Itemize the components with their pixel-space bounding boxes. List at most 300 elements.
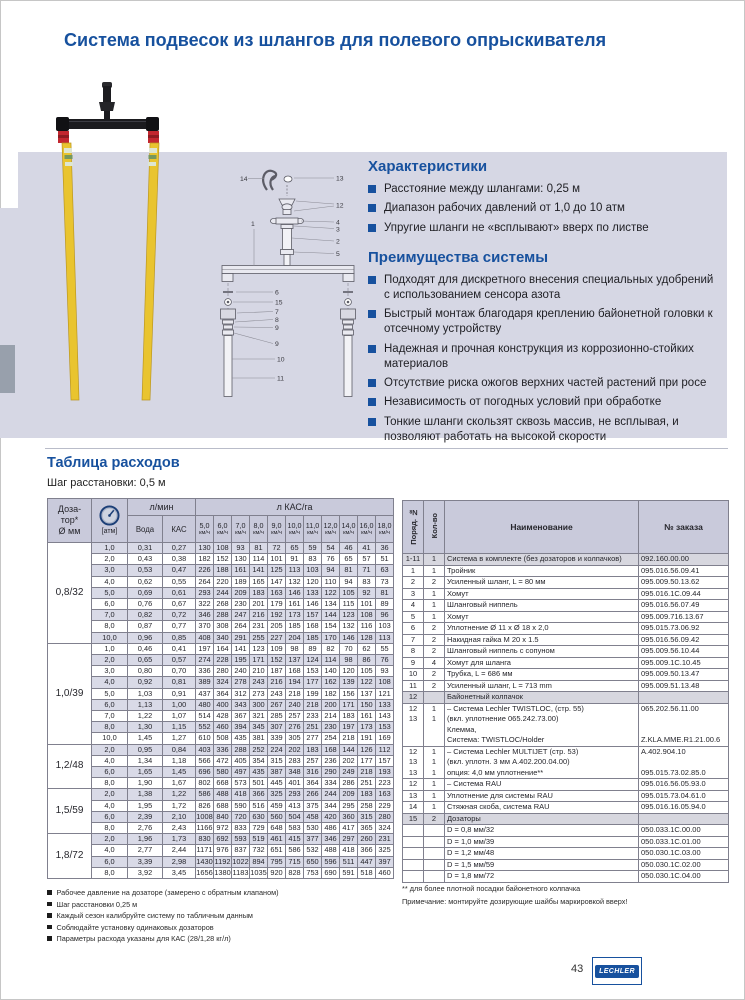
flow-row [48, 565, 394, 576]
lechler-logo-text: LECHLER [595, 965, 639, 978]
speed-header: 12,0 км/ч [322, 516, 340, 543]
flow-cell: 0,43 [128, 554, 163, 565]
flow-cell: 94 [340, 576, 358, 587]
parts-cell-qty: 1 [424, 790, 445, 802]
flow-cell: 5,0 [92, 587, 128, 598]
parts-cell-name: D = 1,5 мм/59 [445, 859, 639, 871]
flow-cell: 109 [268, 643, 286, 654]
flow-cell: 128 [358, 632, 376, 643]
flow-cell: 101 [358, 599, 376, 610]
flow-cell: 458 [304, 811, 322, 822]
parts-cell-order: A.402.904.10 [639, 746, 729, 757]
flow-cell: 8,0 [92, 722, 128, 733]
parts-row [403, 836, 729, 848]
flow-cell: 1,07 [163, 711, 196, 722]
flow-cell: 459 [268, 800, 286, 811]
flow-cell: 103 [304, 565, 322, 576]
flow-cell: 92 [358, 587, 376, 598]
flow-cell: 2,98 [163, 856, 196, 867]
parts-row [403, 554, 729, 566]
flow-cell: 144 [340, 744, 358, 755]
flow-cell: 308 [214, 621, 232, 632]
flow-cell: 8,0 [92, 778, 128, 789]
parts-cell-order: 095.009.716.13.67 [639, 611, 729, 623]
water-header: Вода [128, 516, 163, 543]
flow-cell: 580 [214, 767, 232, 778]
parts-cell-qty: 2 [424, 680, 445, 692]
parts-cell-pos: 14 [403, 802, 424, 814]
flow-cell: 8,0 [92, 621, 128, 632]
flow-cell: 243 [268, 688, 286, 699]
flow-cell: 112 [376, 744, 394, 755]
dosator-size: 1,0/39 [48, 643, 92, 744]
flow-cell: 2,10 [163, 811, 196, 822]
flow-cell: 1183 [232, 867, 249, 877]
footnote-item [47, 934, 377, 943]
parts-row [403, 768, 729, 779]
flow-cell: 435 [232, 733, 250, 744]
flow-cell: 346 [196, 610, 214, 621]
parts-cell-name: Шланговый ниппель [445, 600, 639, 612]
dosator-size: 0,8/32 [48, 543, 92, 644]
flow-cell: 3,45 [163, 867, 196, 878]
parts-cell-name: Шланговый ниппель с сопуном [445, 646, 639, 658]
bullet-square-icon [368, 379, 376, 387]
flow-cell: 133 [376, 699, 394, 710]
parts-cell-qty [424, 836, 445, 848]
parts-cell-name: Стяжная скоба, система RAU [445, 802, 639, 814]
flow-row [48, 543, 394, 554]
parts-cell-qty [424, 859, 445, 871]
name-header: Наименование [445, 501, 639, 554]
flow-cell: 110 [322, 576, 340, 587]
parts-row [403, 871, 729, 883]
flow-row [48, 823, 394, 834]
parts-row [403, 825, 729, 837]
flow-cell: 183 [304, 744, 322, 755]
speed-header: 14,0 км/ч [340, 516, 358, 543]
flow-cell: 216 [268, 677, 286, 688]
flow-cell: 830 [196, 834, 214, 845]
assembly-diagram [210, 163, 378, 403]
flow-cell: 231 [250, 621, 268, 632]
flow-row [48, 856, 394, 867]
advantage-item [368, 342, 722, 372]
parts-cell-pos: 5 [403, 611, 424, 623]
flow-cell: 2,44 [163, 845, 196, 856]
flow-cell: 133 [304, 587, 322, 598]
callout-15: 15 [275, 299, 283, 307]
flow-cell: 115 [340, 599, 358, 610]
flow-cell: 146 [286, 587, 304, 598]
bullet-square-icon [368, 310, 376, 318]
page-edge-strip [0, 208, 18, 438]
callout-2: 2 [336, 238, 340, 246]
flow-cell: 10,0 [92, 733, 128, 744]
parts-row [403, 735, 729, 746]
flow-cell: 0,62 [128, 576, 163, 587]
flow-cell: 191 [358, 733, 376, 744]
flow-cell: 202 [340, 755, 358, 766]
flow-cell: 218 [340, 733, 358, 744]
flow-cell: 6,0 [92, 856, 128, 867]
parts-cell-qty: 1 [424, 554, 445, 566]
footnote-item-text: Рабочее давление на дозаторе (замерено с обратным клапаном) [56, 888, 279, 897]
flow-cell: 197 [196, 643, 214, 654]
flow-cell: 108 [214, 543, 232, 554]
flow-table-heading: Таблица расходов [47, 455, 180, 471]
flow-cell: 179 [268, 599, 286, 610]
parts-cell-pos: 1 [403, 565, 424, 577]
flow-cell: 437 [196, 688, 214, 699]
flow-cell: 630 [250, 811, 268, 822]
flow-cell: 231 [376, 834, 394, 845]
flow-cell: 972 [214, 823, 232, 834]
flow-cell: 364 [214, 688, 232, 699]
flow-cell: 488 [322, 845, 340, 856]
flow-cell: 1,0 [92, 543, 128, 554]
flow-cell: 123 [250, 643, 268, 654]
order-header: № заказа [639, 501, 729, 554]
flow-cell: 132 [340, 621, 358, 632]
flow-cell: 403 [196, 744, 214, 755]
parts-cell-order: 095.016.16.05.94.0 [639, 802, 729, 814]
parts-cell-order [639, 813, 729, 825]
callout-7: 7 [275, 309, 279, 316]
footnote-item [47, 888, 377, 897]
flow-cell: 325 [376, 845, 394, 856]
callout-14: 14 [240, 176, 248, 183]
parts-cell-order: 050.030.1C.03.00 [639, 848, 729, 860]
flow-cell: 894 [250, 856, 268, 867]
flow-cell: 346 [322, 834, 340, 845]
flow-cell: 251 [358, 778, 376, 789]
flow-cell: 255 [250, 632, 268, 643]
flow-cell: 210 [250, 666, 268, 677]
flow-cell: 2,43 [163, 823, 196, 834]
flow-cell: 3,92 [128, 867, 163, 878]
flow-cell: 377 [304, 834, 322, 845]
flow-cell: 223 [376, 778, 394, 789]
flow-cell: 519 [250, 834, 268, 845]
flow-cell: 397 [376, 856, 394, 867]
parts-cell-name: – Система Lechler MULTIJET (стр. 53) [445, 746, 639, 757]
parts-cell-name: Система в комплекте (без дозаторов и колпачков) [445, 554, 639, 566]
flow-cell: 366 [250, 789, 268, 800]
flow-cell: 488 [214, 789, 232, 800]
flow-cell: 375 [304, 800, 322, 811]
flow-cell: 295 [340, 800, 358, 811]
flow-cell: 480 [196, 699, 214, 710]
parts-cell-order: 065.202.56.11.00 [639, 703, 729, 714]
parts-cell-order: 095.009.50.13.47 [639, 669, 729, 681]
flow-cell: 312 [232, 688, 250, 699]
speed-header: 18,0 км/ч [376, 516, 394, 543]
flow-cell: 257 [304, 755, 322, 766]
callout-4: 4 [336, 219, 340, 227]
flow-cell: 137 [286, 655, 304, 666]
flow-cell: 1,65 [128, 767, 163, 778]
parts-cell-pos [403, 825, 424, 837]
flow-cell: 105 [340, 587, 358, 598]
tube-part-right [344, 336, 352, 397]
flow-cell: 837 [232, 845, 250, 856]
advantage-item [368, 376, 722, 391]
characteristic-item-text: Расстояние между шлангами: 0,25 м [384, 183, 581, 195]
flow-cell: 116 [358, 621, 376, 632]
flow-cell: 10,0 [92, 632, 128, 643]
flow-row [48, 666, 394, 677]
parts-row [403, 813, 729, 825]
flow-cell: 552 [196, 722, 214, 733]
flow-cell: 157 [304, 610, 322, 621]
flow-cell: 348 [286, 767, 304, 778]
flow-cell: 283 [286, 755, 304, 766]
parts-cell-name: (вкл. уплотнение 065.242.73.00) [445, 714, 639, 725]
flow-cell: 336 [214, 744, 232, 755]
flow-cell: 1,18 [163, 755, 196, 766]
flow-cell: 7,0 [92, 711, 128, 722]
flow-cell: 147 [268, 576, 286, 587]
flow-cell: 802 [196, 778, 214, 789]
callout-3: 3 [336, 226, 340, 234]
flow-cell: 325 [268, 789, 286, 800]
flow-cell: 4,0 [92, 845, 128, 856]
speed-header: 16,0 км/ч [358, 516, 376, 543]
tube-part-left [224, 336, 232, 397]
flow-cell: 124 [304, 655, 322, 666]
flow-cell: 1166 [196, 823, 213, 833]
footnote-item-text: Соблюдайте установку одинаковых дозаторов [56, 922, 214, 932]
flow-cell: 2,0 [92, 834, 128, 845]
flow-cell: 183 [358, 789, 376, 800]
flow-cell: 400 [214, 699, 232, 710]
flow-cell: 668 [214, 778, 232, 789]
parts-cell-order: 050.030.1C.02.00 [639, 859, 729, 871]
flow-cell: 266 [304, 789, 322, 800]
flow-cell: 0,77 [163, 621, 196, 632]
flow-cell: 214 [322, 711, 340, 722]
flow-cell: 4,0 [92, 755, 128, 766]
parts-cell-pos: 3 [403, 588, 424, 600]
flow-row [48, 621, 394, 632]
flow-cell: 62 [358, 643, 376, 654]
callout-10: 10 [277, 356, 285, 364]
flow-cell: 828 [286, 867, 304, 878]
flow-row [48, 632, 394, 643]
parts-row [403, 779, 729, 791]
flow-cell: 243 [250, 677, 268, 688]
flow-cell: 192 [268, 610, 286, 621]
flow-cell: 188 [214, 565, 232, 576]
flow-cell: 339 [268, 733, 286, 744]
flow-cell: 0,80 [128, 666, 163, 677]
flow-cell: 98 [340, 655, 358, 666]
flow-cell: 228 [214, 655, 232, 666]
callout-5: 5 [336, 251, 340, 258]
parts-cell-pos: 12 [403, 779, 424, 791]
flow-cell: 305 [286, 733, 304, 744]
flow-row [48, 755, 394, 766]
parts-cell-qty [424, 735, 445, 746]
flow-cell: 8,0 [92, 867, 128, 878]
flow-cell: 268 [214, 599, 232, 610]
flow-cell: 288 [214, 610, 232, 621]
flow-cell: 122 [358, 677, 376, 688]
flow-cell: 315 [358, 811, 376, 822]
bullet-square-icon [47, 913, 52, 918]
parts-cell-order [639, 757, 729, 768]
flow-cell: 162 [322, 677, 340, 688]
parts-cell-pos [403, 735, 424, 746]
flow-cell: 1,15 [163, 722, 196, 733]
flow-cell: 141 [250, 565, 268, 576]
flow-cell: 394 [232, 722, 250, 733]
parts-cell-order: 095.009.51.13.48 [639, 680, 729, 692]
flow-cell: 81 [376, 587, 394, 598]
flow-cell: 976 [214, 845, 232, 856]
flow-cell: 0,67 [163, 599, 196, 610]
footnote-item-text: Параметры расхода указаны для КАС (28/1,28 кг/л) [56, 934, 231, 944]
flow-cell: 795 [268, 856, 286, 867]
flow-row [48, 767, 394, 778]
flow-cell: 0,95 [128, 744, 163, 755]
flow-table-subheading: Шаг расстановки: 0,5 м [47, 477, 166, 489]
flow-cell: 82 [322, 643, 340, 654]
parts-cell-qty: 1 [424, 757, 445, 768]
flow-cell: 63 [376, 565, 394, 576]
flow-cell: 165 [250, 576, 268, 587]
flow-cell: 340 [214, 632, 232, 643]
flow-cell: 288 [232, 744, 250, 755]
flow-cell: 125 [268, 565, 286, 576]
parts-cell-qty: 2 [424, 669, 445, 681]
parts-cell-order: 095.009.56.10.44 [639, 646, 729, 658]
parts-row [403, 848, 729, 860]
flow-cell: 0,47 [163, 565, 196, 576]
parts-row [403, 725, 729, 736]
flow-row [48, 811, 394, 822]
parts-cell-name: Уплотнение Ø 11 x Ø 18 x 2,0 [445, 623, 639, 635]
flow-cell: 70 [340, 643, 358, 654]
parts-cell-order: 095.015.73.02.85.0 [639, 768, 729, 779]
parts-cell-order: 050.030.1C.04.00 [639, 871, 729, 883]
flow-cell: 1171 [196, 845, 213, 855]
parts-row [403, 714, 729, 725]
flow-cell: 277 [304, 733, 322, 744]
hose-left [62, 143, 79, 400]
flow-cell: 273 [250, 688, 268, 699]
flow-cell: 163 [268, 587, 286, 598]
flow-cell: 1192 [214, 856, 231, 866]
characteristic-item-text: Диапазон рабочих давлений от 1,0 до 10 атм [384, 202, 625, 215]
flow-cell: 91 [286, 554, 304, 565]
flow-cell: 168 [304, 621, 322, 632]
flow-cell: 267 [268, 699, 286, 710]
flow-cell: 1,22 [163, 789, 196, 800]
parts-cell-qty: 2 [424, 646, 445, 658]
parts-cell-qty: 1 [424, 600, 445, 612]
flow-cell: 120 [340, 666, 358, 677]
flow-cell: 381 [250, 733, 268, 744]
flow-cell: 1,34 [128, 755, 163, 766]
flow-cell: 6,0 [92, 767, 128, 778]
flow-row [48, 867, 394, 878]
flow-cell: 447 [358, 856, 376, 867]
flow-cell: 195 [232, 655, 250, 666]
flow-cell: 1,13 [128, 699, 163, 710]
flow-cell: 324 [376, 823, 394, 834]
parts-cell-name: Байонетный колпачок [445, 692, 639, 704]
footnote-right-line: ** для более плотной посадки байонетного колпачка [402, 884, 581, 893]
flow-cell: 1,95 [128, 800, 163, 811]
flow-cell: 247 [232, 610, 250, 621]
speed-header: 10,0 км/ч [286, 516, 304, 543]
flow-cell: 1,67 [163, 778, 196, 789]
parts-cell-order: 095.015.73.04.61.0 [639, 790, 729, 802]
flow-cell: 57 [358, 554, 376, 565]
advantage-item [368, 307, 722, 337]
flow-cell: 315 [268, 755, 286, 766]
flow-cell: 0,65 [128, 655, 163, 666]
parts-cell-qty [424, 725, 445, 736]
flow-cell: 171 [340, 699, 358, 710]
characteristic-item [368, 182, 722, 197]
characteristics-heading: Характеристики [368, 158, 488, 175]
parts-cell-qty: 2 [424, 634, 445, 646]
flow-cell: 226 [196, 565, 214, 576]
bullet-square-icon [368, 398, 376, 406]
flow-row [48, 610, 394, 621]
flow-cell: 1,22 [128, 711, 163, 722]
parts-cell-pos [403, 848, 424, 860]
lmin-header: л/мин [128, 499, 196, 516]
flow-cell: 113 [376, 632, 394, 643]
flow-cell: 254 [322, 733, 340, 744]
flow-cell: 401 [286, 778, 304, 789]
flow-cell: 257 [286, 711, 304, 722]
flow-cell: 205 [268, 621, 286, 632]
bullet-square-icon [368, 345, 376, 353]
flow-cell: 343 [232, 699, 250, 710]
flow-cell: 200 [322, 699, 340, 710]
flow-cell: 73 [376, 576, 394, 587]
flow-table [47, 498, 394, 879]
flow-cell: 114 [250, 554, 268, 565]
speed-header: 7,0 км/ч [232, 516, 250, 543]
flow-cell: 156 [340, 688, 358, 699]
flow-cell: 65 [286, 543, 304, 554]
flow-cell: 227 [268, 632, 286, 643]
flow-cell: 201 [250, 599, 268, 610]
dosator-size: 1,8/72 [48, 834, 92, 879]
flow-cell: 185 [304, 632, 322, 643]
flow-cell: 41 [358, 543, 376, 554]
speed-header: 11,0 км/ч [304, 516, 322, 543]
flow-cell: 94 [322, 565, 340, 576]
flow-cell: 171 [250, 655, 268, 666]
flow-cell: 177 [358, 755, 376, 766]
flow-cell: 146 [304, 599, 322, 610]
flow-cell: 72 [268, 543, 286, 554]
speed-header: 8,0 км/ч [250, 516, 268, 543]
flow-cell: 415 [286, 834, 304, 845]
flow-row [48, 576, 394, 587]
flow-cell: 590 [232, 800, 250, 811]
flow-cell: 472 [214, 755, 232, 766]
flow-cell: 610 [196, 733, 214, 744]
flow-row [48, 677, 394, 688]
